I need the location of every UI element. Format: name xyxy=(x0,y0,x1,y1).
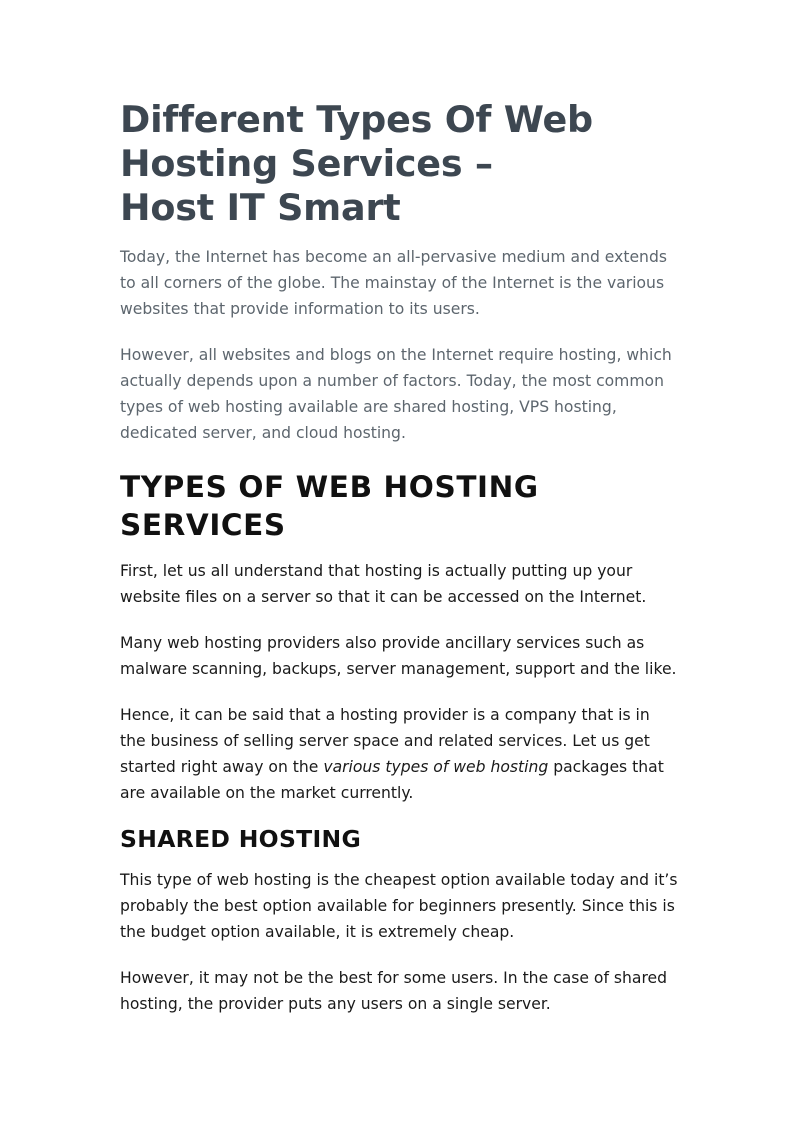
subsection-heading: SHARED HOSTING xyxy=(120,825,362,853)
document-page xyxy=(120,98,680,1017)
paragraph-text: Hence, it can be said that a hosting provider is a company that is in the business of selling server space and related services. Let us get started right away on the xyxy=(120,706,650,776)
section-heading-line: TYPES OF WEB HOSTING xyxy=(120,470,539,504)
section-heading xyxy=(120,468,680,544)
body-paragraph xyxy=(120,702,680,806)
title-line: Different Types Of Web xyxy=(120,98,593,141)
paragraph-text: packages that are available on the market currently. xyxy=(120,758,664,802)
intro-paragraph: However, all websites and blogs on the Internet require hosting, which actually depends upon a number of factors. Today, the most common types of web hosting available are shared hosting, VPS hosting, dedicated server, and cloud hosting. xyxy=(120,346,672,442)
title-line: Hosting Services – xyxy=(120,142,493,185)
body-paragraph: Many web hosting providers also provide ancillary services such as malware scanning, backups, server management, support and the like. xyxy=(120,634,677,678)
emphasis-text: various types of web hosting xyxy=(323,758,549,776)
body-paragraph: However, it may not be the best for some users. In the case of shared hosting, the provider puts any users on a single server. xyxy=(120,969,668,1013)
body-paragraph: First, let us all understand that hosting is actually putting up your website files on a server so that it can be accessed on the Internet. xyxy=(120,562,647,606)
title-line: Host IT Smart xyxy=(120,186,401,229)
body-paragraph: This type of web hosting is the cheapest option available today and it’s probably the best option available for beginners presently. Since this is the budget option available, it is extremely cheap. xyxy=(120,871,678,941)
page-title xyxy=(120,98,680,230)
section-heading-line: SERVICES xyxy=(120,508,286,542)
intro-paragraph: Today, the Internet has become an all-pervasive medium and extends to all corners of the globe. The mainstay of the Internet is the various websites that provide information to its users. xyxy=(120,248,667,318)
